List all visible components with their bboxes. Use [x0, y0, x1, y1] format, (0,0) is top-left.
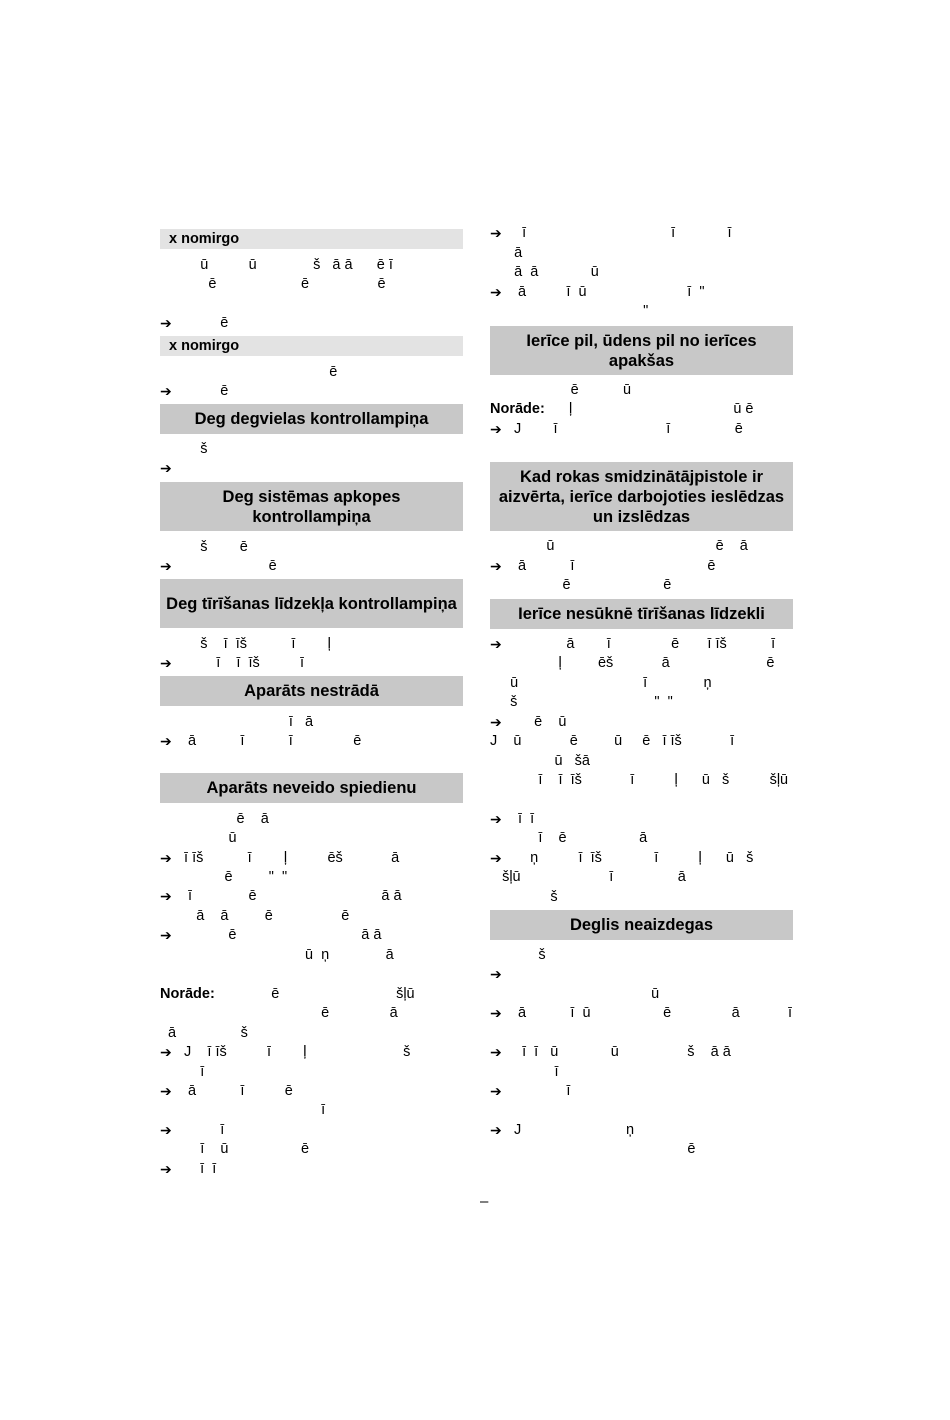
body-text-line: š " ": [490, 694, 673, 710]
arrow-right-icon: ➔: [490, 636, 502, 652]
body-text-line: ū ū š ā ā ē ī: [160, 257, 393, 273]
body-text-line: ē " ": [160, 869, 288, 885]
section-heading: Kad rokas smidzinātājpistole ir aizvērta, ierīce darbojoties ieslēdzas un izslēdzas: [490, 462, 793, 531]
section-heading: Deg sistēmas apkopes kontrollampiņa: [160, 482, 463, 531]
note-line: [160, 985, 463, 1005]
instruction-text: ē: [180, 383, 229, 399]
subsection-heading: x nomirgo: [160, 336, 463, 356]
instruction-text: J ņ: [510, 1122, 635, 1138]
body-text-line: ā: [490, 245, 523, 261]
instruction-line: [160, 382, 463, 402]
instruction-text: ē ā ā: [180, 927, 382, 943]
body-text-line: ū: [490, 986, 660, 1002]
body-text-line: ū ī ņ: [490, 675, 712, 691]
arrow-right-icon: ➔: [490, 850, 502, 866]
instruction-line: [160, 314, 463, 334]
body-text-line: ē: [490, 1141, 696, 1157]
instruction-line: [490, 965, 793, 985]
body-text-line: ļ ēš ā ē: [490, 655, 775, 671]
arrow-right-icon: ➔: [160, 1122, 172, 1138]
instruction-text: ē: [180, 315, 229, 331]
section-heading: Deg tīrīšanas līdzekļa kontrollampiņa: [160, 579, 463, 628]
arrow-right-icon: ➔: [490, 811, 502, 827]
instruction-line: [160, 654, 463, 674]
body-text-line: ī: [160, 1102, 326, 1118]
arrow-right-icon: ➔: [160, 558, 172, 574]
instruction-line: [490, 1043, 793, 1063]
instruction-line: [490, 849, 793, 869]
section-heading: Aparāts nestrādā: [160, 676, 463, 706]
instruction-line: [490, 283, 793, 303]
body-text-line: ā ā ū: [490, 264, 599, 280]
body-text-line: ī: [160, 1064, 205, 1080]
instruction-line: [160, 1160, 463, 1180]
body-text-line: ē ā: [160, 811, 269, 827]
arrow-right-icon: ➔: [160, 1161, 172, 1177]
instruction-line: [160, 1043, 463, 1063]
instruction-text: ā ī ī ē: [180, 733, 362, 749]
instruction-text: ņ ī īš ī ļ ū š: [510, 850, 754, 866]
body-text-line: ā š: [160, 1025, 248, 1041]
instruction-line: [490, 557, 793, 577]
instruction-line: [490, 713, 793, 733]
note-label: Norāde:: [160, 986, 215, 1002]
body-text-line: ": [490, 303, 649, 319]
body-text-line: ē ē: [490, 577, 672, 593]
body-text-line: šļū ī ā: [490, 869, 686, 885]
instruction-text: ē: [180, 558, 277, 574]
body-text-line: ū ņ ā: [160, 947, 394, 963]
instruction-text: ē ū: [510, 714, 567, 730]
instruction-line: [490, 224, 793, 244]
instruction-line: [490, 810, 793, 830]
body-text-line: š ē: [160, 539, 248, 555]
arrow-right-icon: ➔: [160, 315, 172, 331]
instruction-text: ī ī: [510, 811, 535, 827]
body-text-line: ū šā: [490, 753, 590, 769]
note-label: Norāde:: [490, 401, 545, 417]
instruction-text: ā ī ū ī ": [510, 284, 705, 300]
body-text-line: ū: [160, 830, 237, 846]
arrow-right-icon: ➔: [160, 655, 172, 671]
arrow-right-icon: ➔: [490, 1044, 502, 1060]
section-heading: Ierīce pil, ūdens pil no ierīces apakšas: [490, 326, 793, 375]
instruction-line: [160, 1082, 463, 1102]
section-heading: Deglis neaizdegas: [490, 910, 793, 940]
body-text-line: ī ū ē: [160, 1141, 310, 1157]
instruction-text: ī ī: [180, 1161, 217, 1177]
arrow-right-icon: ➔: [490, 1005, 502, 1021]
body-text-line: ē: [160, 364, 338, 380]
instruction-line: [490, 420, 793, 440]
arrow-right-icon: ➔: [490, 421, 502, 437]
body-text-line: ē ē ē: [160, 276, 386, 292]
arrow-right-icon: ➔: [490, 1083, 502, 1099]
subsection-heading: x nomirgo: [160, 229, 463, 249]
body-text-line: ī ē ā: [490, 830, 648, 846]
instruction-text: ī ē ā ā: [180, 888, 402, 904]
section-heading: Ierīce nesūknē tīrīšanas līdzekli: [490, 599, 793, 629]
instruction-text: ā ī ū ē ā ī: [510, 1005, 793, 1021]
instruction-line: [490, 1082, 793, 1102]
instruction-text: ī ī ī: [510, 225, 732, 241]
arrow-right-icon: ➔: [160, 927, 172, 943]
body-text-line: ī ā: [160, 714, 314, 730]
instruction-text: ā ī ē ī īš ī: [510, 636, 776, 652]
section-heading: Deg degvielas kontrollampiņa: [160, 404, 463, 434]
body-text-line: š: [490, 889, 558, 905]
instruction-line: [160, 849, 463, 869]
note-line: [490, 400, 793, 420]
arrow-right-icon: ➔: [490, 966, 502, 982]
page-number: –: [480, 1193, 489, 1210]
body-text-line: š ī īš ī ļ: [160, 636, 331, 652]
arrow-right-icon: ➔: [160, 733, 172, 749]
arrow-right-icon: ➔: [160, 888, 172, 904]
instruction-text: ī: [180, 1122, 225, 1138]
arrow-right-icon: ➔: [490, 1122, 502, 1138]
instruction-text: ā ī ē: [510, 558, 716, 574]
instruction-line: [160, 459, 463, 479]
instruction-text: ī: [510, 1083, 571, 1099]
instruction-line: [490, 1121, 793, 1141]
body-text-line: š: [160, 441, 208, 457]
arrow-right-icon: ➔: [160, 850, 172, 866]
body-text-line: ā ā ē ē: [160, 908, 350, 924]
instruction-text: J ī ī ē: [510, 421, 743, 437]
instruction-text: ī īš ī ļ ēš ā: [180, 850, 400, 866]
instruction-line: [490, 635, 793, 655]
body-text-line: ē ū: [490, 382, 632, 398]
arrow-right-icon: ➔: [490, 284, 502, 300]
note-text: ļ ū ē: [544, 401, 754, 417]
instruction-text: ī ī īš ī: [180, 655, 305, 671]
instruction-line: [160, 732, 463, 752]
instruction-line: [160, 926, 463, 946]
body-text-line: ī: [490, 1064, 559, 1080]
instruction-text: ī ī ū ū š ā ā: [510, 1044, 731, 1060]
body-text-line: ī ī īš ī ļ ū š šļū: [490, 772, 789, 788]
instruction-text: J ī īš ī ļ š: [180, 1044, 411, 1060]
section-heading: Aparāts neveido spiedienu: [160, 773, 463, 803]
arrow-right-icon: ➔: [160, 383, 172, 399]
arrow-right-icon: ➔: [490, 714, 502, 730]
instruction-line: [160, 557, 463, 577]
arrow-right-icon: ➔: [160, 1044, 172, 1060]
instruction-text: ā ī ē: [180, 1083, 293, 1099]
body-text-line: ū ē ā: [490, 538, 748, 554]
arrow-right-icon: ➔: [490, 558, 502, 574]
instruction-line: [160, 887, 463, 907]
arrow-right-icon: ➔: [160, 1083, 172, 1099]
arrow-right-icon: ➔: [490, 225, 502, 241]
body-text-line: J ū ē ū ē ī īš ī: [490, 733, 735, 749]
note-text: ē šļū: [214, 986, 415, 1002]
instruction-line: [160, 1121, 463, 1141]
arrow-right-icon: ➔: [160, 460, 172, 476]
body-text-line: ē ā: [160, 1005, 398, 1021]
instruction-line: [490, 1004, 793, 1024]
body-text-line: š: [490, 947, 546, 963]
